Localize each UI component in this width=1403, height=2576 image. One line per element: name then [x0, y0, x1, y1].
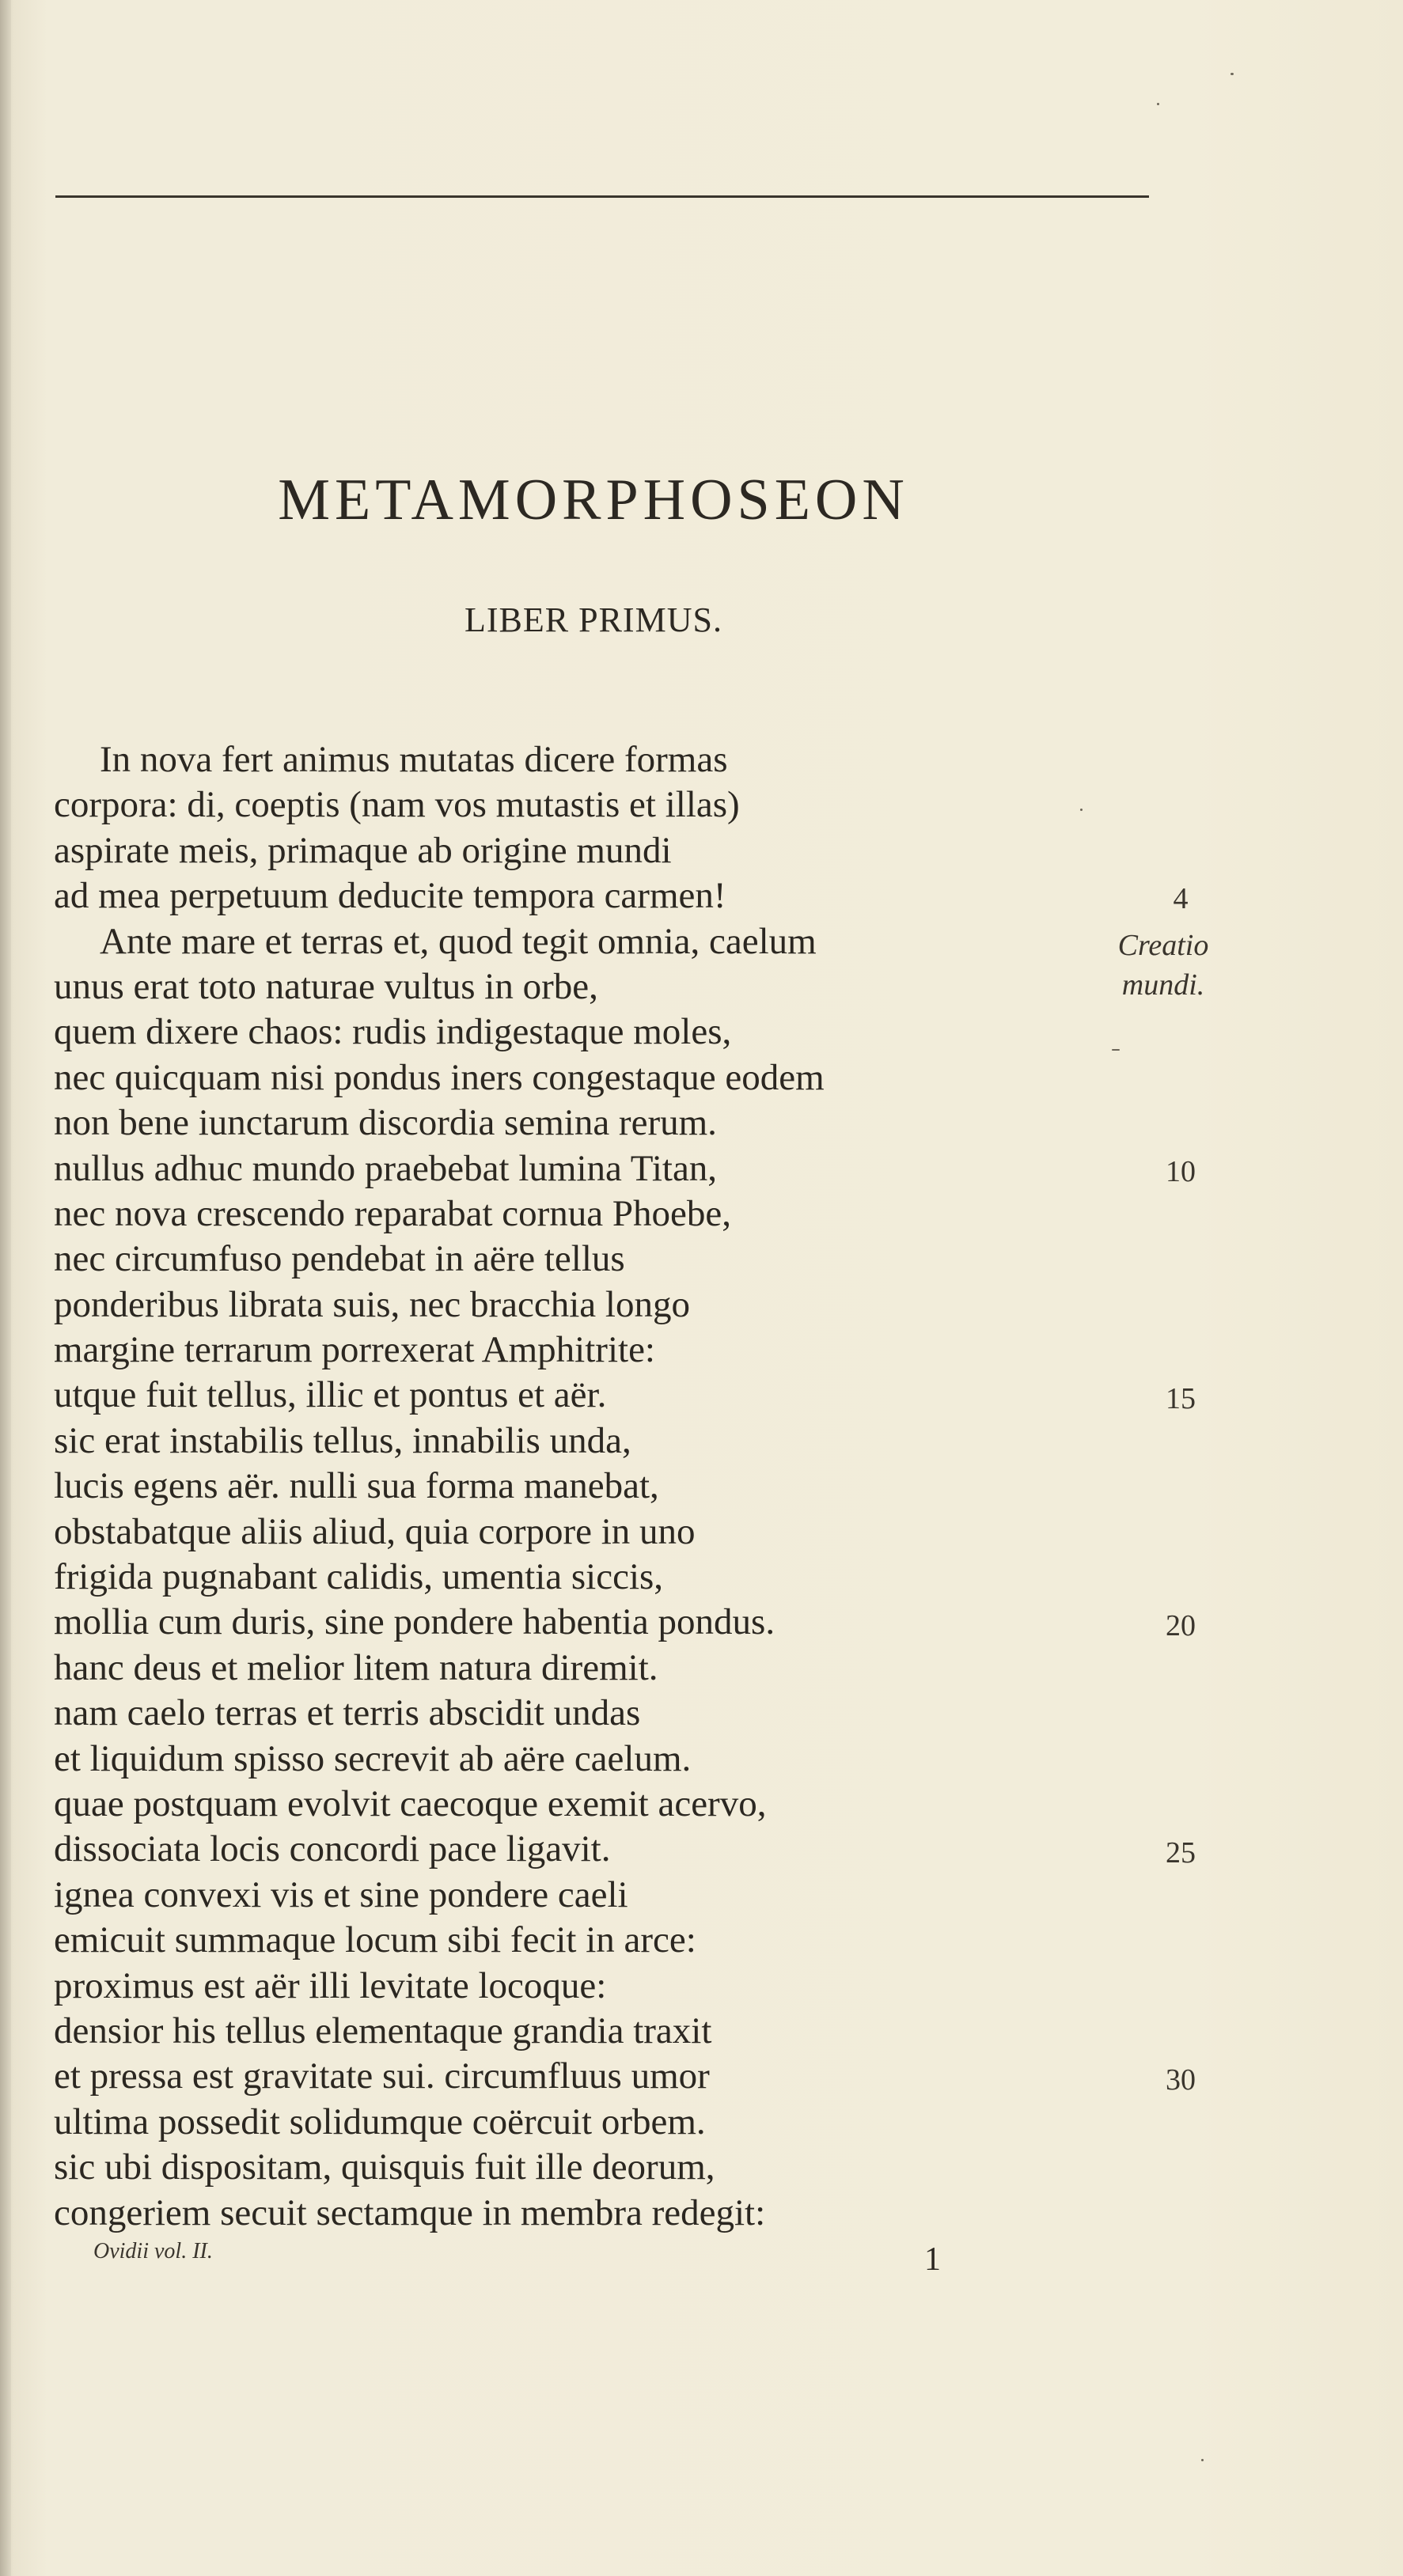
verse-line: Ante mare et terras et, quod tegit omnia, caelum — [100, 920, 817, 962]
paper-speck — [1230, 73, 1234, 75]
verse-line: sic ubi dispositam, quisquis fuit ille deorum, — [54, 2146, 715, 2188]
paper-speck — [1201, 2459, 1204, 2461]
verse-line: quae postquam evolvit caecoque exemit acervo, — [54, 1782, 767, 1824]
paper-speck — [1112, 1049, 1120, 1051]
verse-line: non bene iunctarum discordia semina rerum. — [54, 1102, 717, 1144]
verse-line: quem dixere chaos: rudis indigestaque moles, — [54, 1011, 732, 1053]
verse-line: unus erat toto naturae vultus in orbe, — [54, 965, 598, 1007]
line-number: 20 — [1166, 1608, 1196, 1642]
footer-signature: Ovidii vol. II. — [93, 2239, 213, 2263]
line-number: 30 — [1166, 2063, 1196, 2097]
verse-line: ultima possedit solidumque coërcuit orbem. — [54, 2101, 706, 2142]
verse-line: et pressa est gravitate sui. circumfluus umor — [54, 2055, 710, 2097]
verse-line: emicuit summaque locum sibi fecit in arce: — [54, 1919, 696, 1961]
verse-line: nec quicquam nisi pondus iners congestaque eodem — [54, 1056, 825, 1098]
verse-line: sic erat instabilis tellus, innabilis unda, — [54, 1419, 631, 1461]
verse-line: ignea convexi vis et sine pondere caeli — [54, 1873, 628, 1915]
page-gutter-shadow — [0, 0, 11, 2576]
verse-line: hanc deus et melior litem natura diremit. — [54, 1646, 658, 1688]
verse-line: margine terrarum porrexerat Amphitrite: — [54, 1329, 655, 1371]
line-number: 15 — [1166, 1381, 1196, 1415]
header-rule — [55, 195, 1149, 198]
verse-line: ponderibus librata suis, nec bracchia longo — [54, 1283, 690, 1325]
verse-line: lucis egens aër. nulli sua forma manebat, — [54, 1465, 659, 1507]
verse-line: nam caelo terras et terris abscidit undas — [54, 1692, 641, 1734]
line-number: 4 — [1173, 882, 1189, 916]
verse-line: obstabatque aliis aliud, quia corpore in uno — [54, 1510, 696, 1552]
verse-line: aspirate meis, primaque ab origine mundi — [54, 829, 672, 871]
verse-line: dissociata locis concordi pace ligavit. — [54, 1828, 611, 1870]
verse-line: et liquidum spisso secrevit ab aëre caelum. — [54, 1737, 692, 1779]
paper-speck — [1157, 103, 1159, 105]
page-title: METAMORPHOSEON — [278, 468, 909, 532]
verse-line: frigida pugnabant calidis, umentia siccis, — [54, 1556, 664, 1598]
verse-line: mollia cum duris, sine pondere habentia pondus. — [54, 1601, 775, 1643]
verse-line: nec circumfuso pendebat in aëre tellus — [54, 1238, 625, 1280]
verse-line: utque fuit tellus, illic et pontus et aër. — [54, 1374, 607, 1416]
verse-line: In nova fert animus mutatas dicere formas — [100, 739, 728, 780]
margin-note-line-2: mundi. — [1121, 968, 1205, 1002]
verse-line: congeriem secuit sectamque in membra redegit: — [54, 2191, 766, 2233]
verse-line: densior his tellus elementaque grandia traxit — [54, 2010, 712, 2051]
book-subtitle: LIBER PRIMUS. — [465, 600, 722, 639]
line-number: 25 — [1166, 1835, 1196, 1869]
verse-line: corpora: di, coeptis (nam vos mutastis et illas) — [54, 784, 740, 826]
verse-line: proximus est aër illi levitate locoque: — [54, 1964, 607, 2006]
page-number: 1 — [924, 2241, 941, 2278]
line-number: 10 — [1166, 1154, 1196, 1188]
verse-line: nullus adhuc mundo praebebat lumina Titan, — [54, 1147, 718, 1189]
margin-note — [1104, 926, 1223, 1005]
verse-line: nec nova crescendo reparabat cornua Phoebe, — [54, 1192, 732, 1234]
paper-speck — [1080, 809, 1083, 811]
margin-note-line-1: Creatio — [1117, 929, 1209, 962]
verse-line: ad mea perpetuum deducite tempora carmen! — [54, 875, 726, 917]
verse-block — [54, 737, 1083, 2236]
